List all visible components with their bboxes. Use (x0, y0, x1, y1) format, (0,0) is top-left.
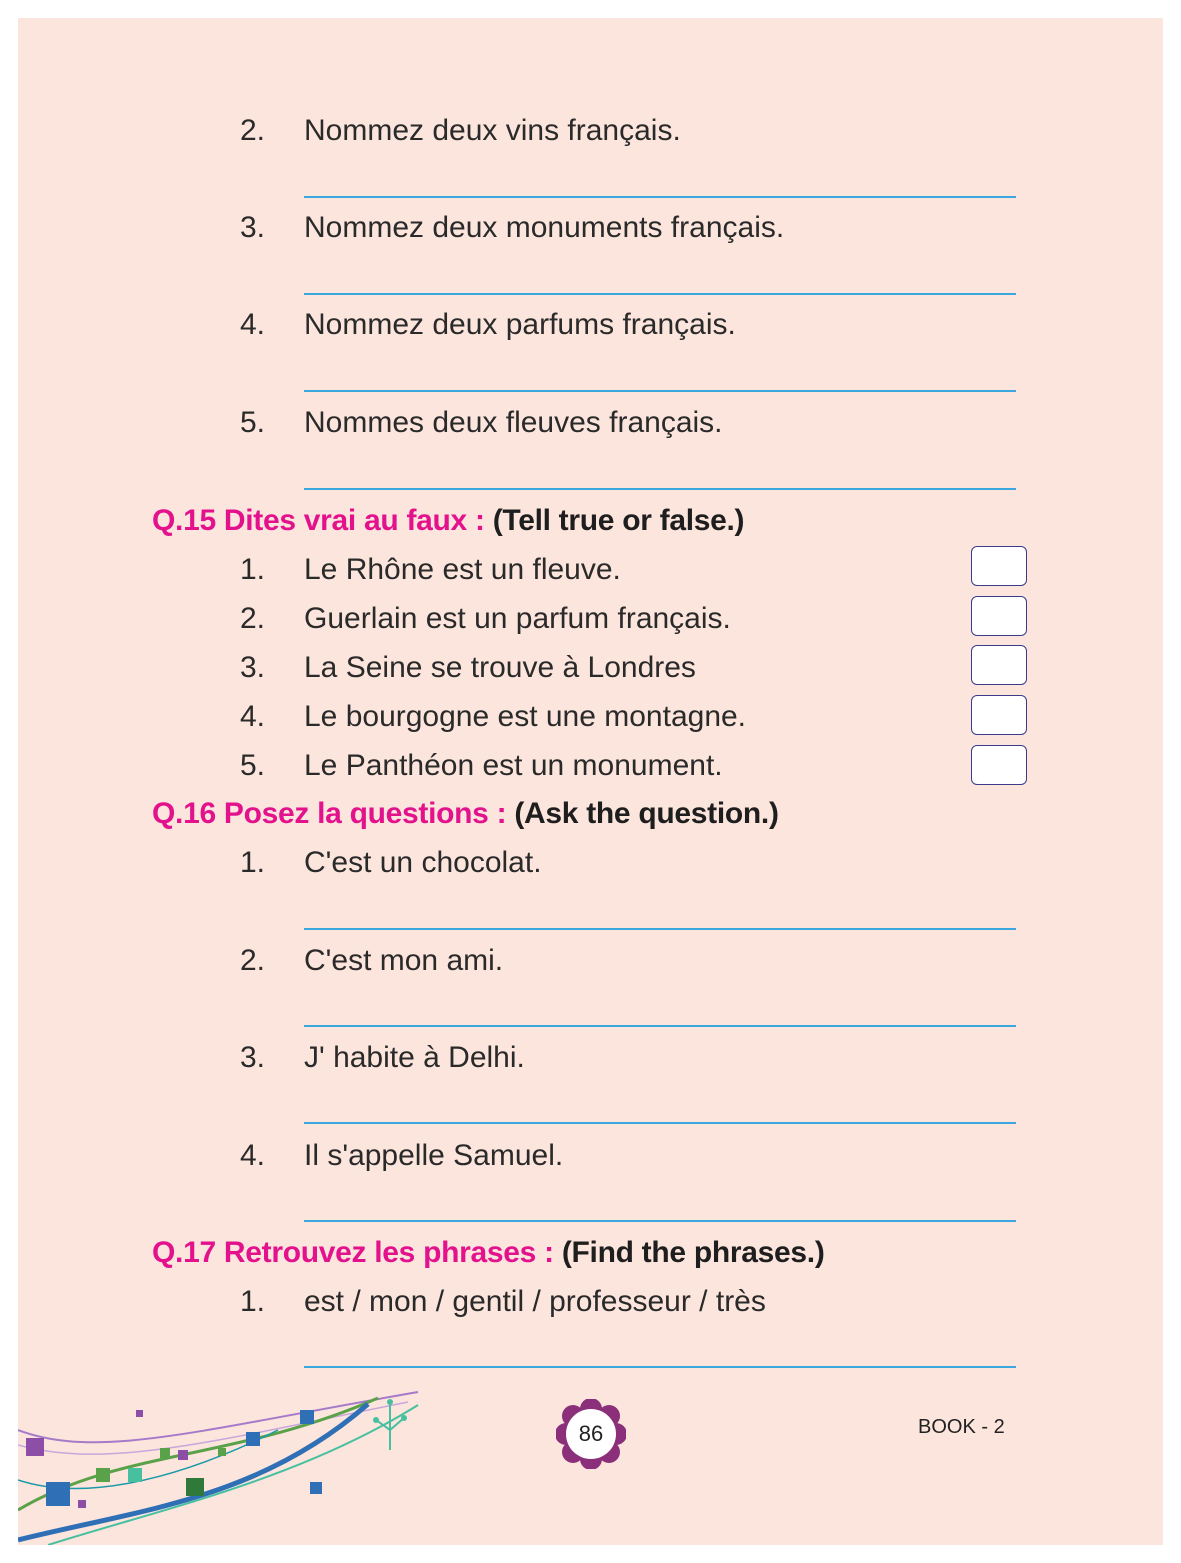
answer-line[interactable] (304, 1025, 1016, 1027)
q16-answer-1: C'est un chocolat. (304, 846, 542, 879)
q17-title-en: (Find the phrases.) (561, 1236, 825, 1269)
answer-line[interactable] (304, 390, 1016, 392)
answer-line[interactable] (304, 196, 1016, 198)
true-false-answer-box[interactable] (971, 645, 1027, 685)
answer-line[interactable] (304, 1366, 1016, 1368)
list-a-question-5: Nommes deux fleuves français. (304, 406, 723, 439)
q15-title-en: (Tell true or false.) (492, 504, 745, 537)
q17-label: Q.17 (152, 1236, 216, 1269)
q15-statement-4: Le bourgogne est une montagne. (304, 700, 747, 733)
q16-title-fr: Posez la questions : (223, 797, 507, 830)
q15-heading (152, 504, 744, 538)
answer-line[interactable] (304, 488, 1016, 490)
q16-number-2: 2. (240, 944, 266, 977)
q16-answer-2: C'est mon ami. (304, 944, 504, 977)
q15-label: Q.15 (152, 504, 216, 537)
q17-words-1: est / mon / gentil / professeur / très (304, 1285, 766, 1318)
list-a-question-2: Nommez deux vins français. (304, 114, 681, 147)
page-number: 86 (578, 1421, 604, 1446)
book-label: BOOK - 2 (918, 1416, 1005, 1438)
true-false-answer-box[interactable] (971, 695, 1027, 735)
q17-number-1: 1. (240, 1285, 266, 1318)
q15-number-4: 4. (240, 700, 266, 733)
list-a-number-4: 4. (240, 308, 266, 341)
q15-statement-1: Le Rhône est un fleuve. (304, 553, 621, 586)
q15-title-fr: Dites vrai au faux : (223, 504, 485, 537)
q15-statement-2: Guerlain est un parfum français. (304, 602, 731, 635)
answer-line[interactable] (304, 928, 1016, 930)
q16-heading (152, 797, 779, 831)
answer-line[interactable] (304, 1220, 1016, 1222)
q17-heading (152, 1236, 825, 1270)
q16-label: Q.16 (152, 797, 216, 830)
q15-number-3: 3. (240, 651, 266, 684)
q15-number-1: 1. (240, 553, 266, 586)
q15-statement-5: Le Panthéon est un monument. (304, 749, 723, 782)
q16-number-3: 3. (240, 1041, 266, 1074)
decorative-swoosh-artwork (18, 1390, 428, 1545)
list-a-question-3: Nommez deux monuments français. (304, 211, 785, 244)
q15-number-2: 2. (240, 602, 266, 635)
q15-statement-3: La Seine se trouve à Londres (304, 651, 696, 684)
list-a-question-4: Nommez deux parfums français. (304, 308, 736, 341)
list-a-number-2: 2. (240, 114, 266, 147)
answer-line[interactable] (304, 293, 1016, 295)
true-false-answer-box[interactable] (971, 596, 1027, 636)
q16-number-4: 4. (240, 1139, 266, 1172)
q17-title-fr: Retrouvez les phrases : (223, 1236, 554, 1269)
answer-line[interactable] (304, 1122, 1016, 1124)
list-a-number-3: 3. (240, 211, 266, 244)
q16-number-1: 1. (240, 846, 266, 879)
list-a-number-5: 5. (240, 406, 266, 439)
q16-title-en: (Ask the question.) (514, 797, 779, 830)
true-false-answer-box[interactable] (971, 745, 1027, 785)
q16-answer-4: Il s'appelle Samuel. (304, 1139, 564, 1172)
q15-number-5: 5. (240, 749, 266, 782)
q16-answer-3: J' habite à Delhi. (304, 1041, 525, 1074)
true-false-answer-box[interactable] (971, 546, 1027, 586)
